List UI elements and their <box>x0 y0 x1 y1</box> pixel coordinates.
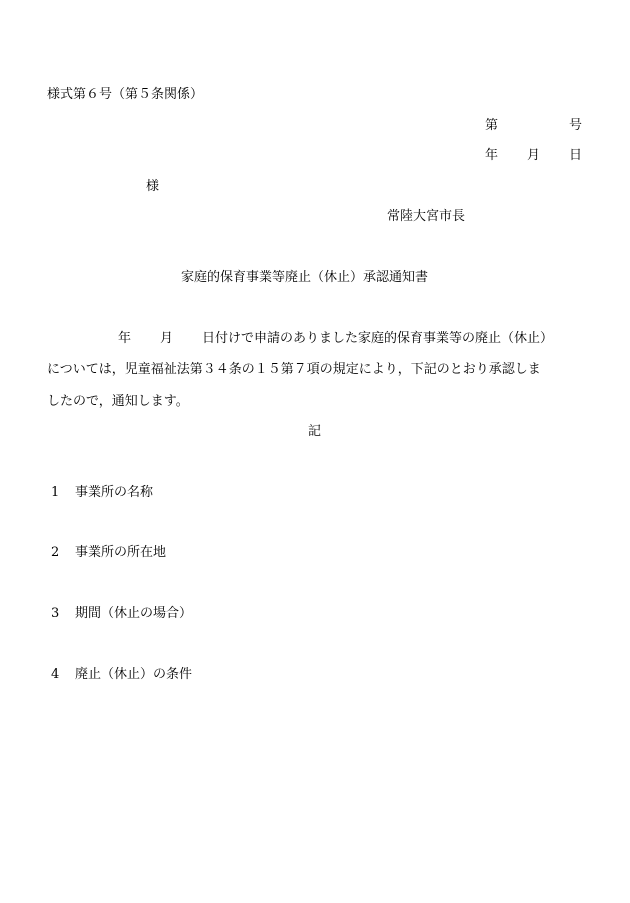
body-line-1: 日付けで申請のありました家庭的保育事業等の廃止（休止） <box>202 331 554 346</box>
body-line-2: については，児童福祉法第３４条の１５第７項の規定により，下記のとおり承認しま <box>47 362 541 377</box>
item-number: 4 <box>51 667 60 682</box>
item-label: 事業所の所在地 <box>75 545 167 560</box>
date-day-label: 日 <box>569 148 583 163</box>
date-month-label: 月 <box>527 148 541 163</box>
item-label: 事業所の名称 <box>75 485 154 500</box>
date-year-label: 年 <box>485 148 499 163</box>
body-date-year: 年 <box>118 331 132 346</box>
issuer-name: 常陸大宮市長 <box>387 209 466 224</box>
document-title: 家庭的保育事業等廃止（休止）承認通知書 <box>181 270 429 285</box>
document-number-prefix: 第 <box>485 118 499 133</box>
document-number-suffix: 号 <box>569 118 583 133</box>
item-label: 廃止（休止）の条件 <box>75 667 193 682</box>
form-number: 様式第６号（第５条関係） <box>47 87 204 102</box>
item-number: 2 <box>51 545 60 560</box>
addressee-suffix: 様 <box>146 179 160 194</box>
body-line-3: したので，通知します。 <box>47 394 189 409</box>
item-label: 期間（休止の場合） <box>75 606 193 621</box>
item-number: 3 <box>51 606 60 621</box>
body-date-month: 月 <box>160 331 174 346</box>
item-number: 1 <box>51 485 60 500</box>
ki-heading: 記 <box>308 424 322 439</box>
